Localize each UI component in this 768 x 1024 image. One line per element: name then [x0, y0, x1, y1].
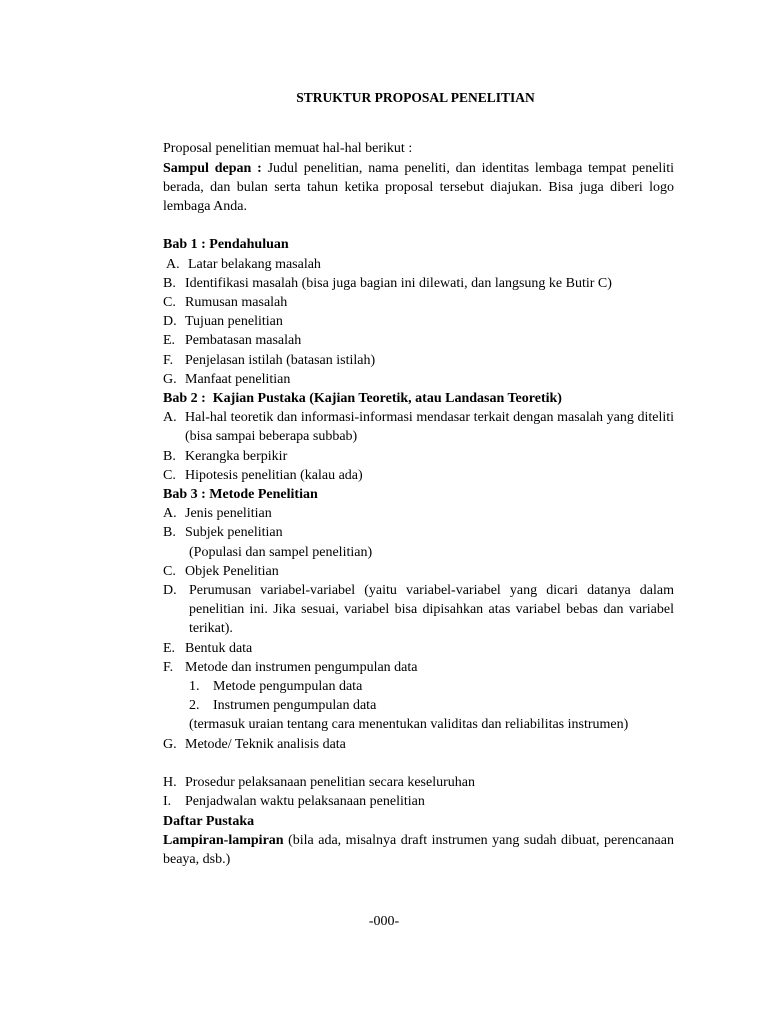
- item-text: Perumusan variabel-variabel (yaitu variabel-variabel yang dicari datanya dalam penelitian ini. Jika sesuai, variabel bisa dipisahkan atas variabel bebas dan variabel terikat).: [189, 583, 674, 637]
- item-label: C.: [163, 467, 176, 483]
- cover-label: Sampul depan :: [163, 160, 262, 176]
- bab3-heading: Bab 3 : Metode Penelitian: [163, 487, 318, 503]
- item-text: Rumusan masalah: [185, 295, 288, 311]
- bab3-list: [163, 504, 674, 811]
- item-text: Jenis penelitian: [185, 506, 272, 522]
- list-item: [163, 274, 674, 293]
- list-item: [163, 370, 674, 389]
- list-item: [163, 773, 674, 792]
- item-label: B.: [163, 275, 176, 291]
- item-text: Hipotesis penelitian (kalau ada): [185, 467, 363, 483]
- list-item: [163, 639, 674, 658]
- list-item: [163, 504, 674, 523]
- item-text: Hal-hal teoretik dan informasi-informasi mendasar terkait dengan masalah yang diteliti (bisa sampai beberapa subbab): [185, 410, 674, 445]
- item-text: Kerangka berpikir: [185, 448, 288, 464]
- list-item: [163, 735, 674, 754]
- item-text: Identifikasi masalah (bisa juga bagian ini dilewati, dan langsung ke Butir C): [185, 275, 612, 291]
- bab2-heading: Bab 2 : Kajian Pustaka (Kajian Teoretik, atau Landasan Teoretik): [163, 391, 562, 407]
- item-label: E.: [163, 333, 176, 349]
- item-text: Objek Penelitian: [185, 563, 279, 579]
- document-title: STRUKTUR PROPOSAL PENELITIAN: [296, 90, 535, 105]
- item-label: 1.: [189, 679, 200, 695]
- document-page: [163, 88, 674, 869]
- cover-paragraph: [163, 159, 674, 217]
- item-text: Tujuan penelitian: [185, 314, 283, 330]
- list-item: [163, 466, 674, 485]
- page-footer-mark: -000-: [368, 914, 400, 929]
- item-label: A.: [163, 506, 177, 522]
- item-text: Metode pengumpulan data: [213, 679, 363, 695]
- intro-text: Proposal penelitian memuat hal-hal berikut :: [163, 141, 413, 157]
- item-text: Bentuk data: [185, 640, 253, 656]
- item-text: Prosedur pelaksanaan penelitian secara keseluruhan: [185, 775, 475, 791]
- item-label: B.: [163, 448, 176, 464]
- bab2-list: [163, 408, 674, 485]
- item-label: F.: [163, 352, 174, 368]
- bab1-list: [163, 255, 674, 389]
- item-text: Pembatasan masalah: [185, 333, 302, 349]
- item-text: Instrumen pengumpulan data: [213, 698, 377, 714]
- item-label: B.: [163, 525, 176, 541]
- item-label: E.: [163, 640, 176, 656]
- list-item: [163, 351, 674, 370]
- item-subline: (Populasi dan sampel penelitian): [189, 544, 373, 560]
- list-item: [163, 331, 674, 350]
- list-item: [163, 581, 674, 639]
- cover-text: Judul penelitian, nama peneliti, dan identitas lembaga tempat peneliti berada, dan bulan serta tahun ketika proposal tersebut diajukan. Bisa juga diberi logo lembaga Anda.: [163, 160, 674, 214]
- item-label: D.: [163, 583, 177, 599]
- list-item: [163, 408, 674, 446]
- item-text: Penjadwalan waktu pelaksanaan penelitian: [185, 794, 425, 810]
- list-item: [163, 293, 674, 312]
- item-text: Latar belakang masalah: [188, 256, 321, 272]
- list-item: [163, 523, 674, 542]
- sub-list-item: [163, 696, 674, 715]
- item-label: D.: [163, 314, 177, 330]
- lampiran-text: (bila ada, misalnya draft instrumen yang sudah dibuat, perencanaan beaya, dsb.): [163, 832, 674, 867]
- list-item: [163, 792, 674, 811]
- lampiran-label: Lampiran-lampiran: [163, 832, 284, 848]
- item-label: C.: [163, 295, 176, 311]
- item-text: Metode/ Teknik analisis data: [185, 736, 346, 752]
- list-item: [163, 312, 674, 331]
- item-label: C.: [163, 563, 176, 579]
- item-label: G.: [163, 371, 177, 387]
- daftar-pustaka-heading: Daftar Pustaka: [163, 813, 255, 829]
- item-label: I.: [163, 794, 172, 810]
- list-item: [163, 562, 674, 581]
- item-label: G.: [163, 736, 177, 752]
- item-label: 2.: [189, 698, 200, 714]
- list-item: [163, 447, 674, 466]
- list-item: [163, 255, 674, 274]
- sub-list-item: [163, 677, 674, 696]
- lampiran-paragraph: [163, 831, 674, 869]
- item-text: Penjelasan istilah (batasan istilah): [185, 352, 376, 368]
- item-label: A.: [163, 410, 177, 426]
- item-text: Manfaat penelitian: [185, 371, 291, 387]
- item-text: Subjek penelitian: [185, 525, 283, 541]
- item-note: (termasuk uraian tentang cara menentukan validitas dan reliabilitas instrumen): [189, 717, 629, 733]
- item-label: H.: [163, 775, 177, 791]
- bab1-heading: Bab 1 : Pendahuluan: [163, 237, 289, 253]
- list-item: [163, 658, 674, 677]
- item-label: F.: [163, 659, 174, 675]
- item-label: A.: [166, 256, 180, 272]
- item-text: Metode dan instrumen pengumpulan data: [185, 659, 418, 675]
